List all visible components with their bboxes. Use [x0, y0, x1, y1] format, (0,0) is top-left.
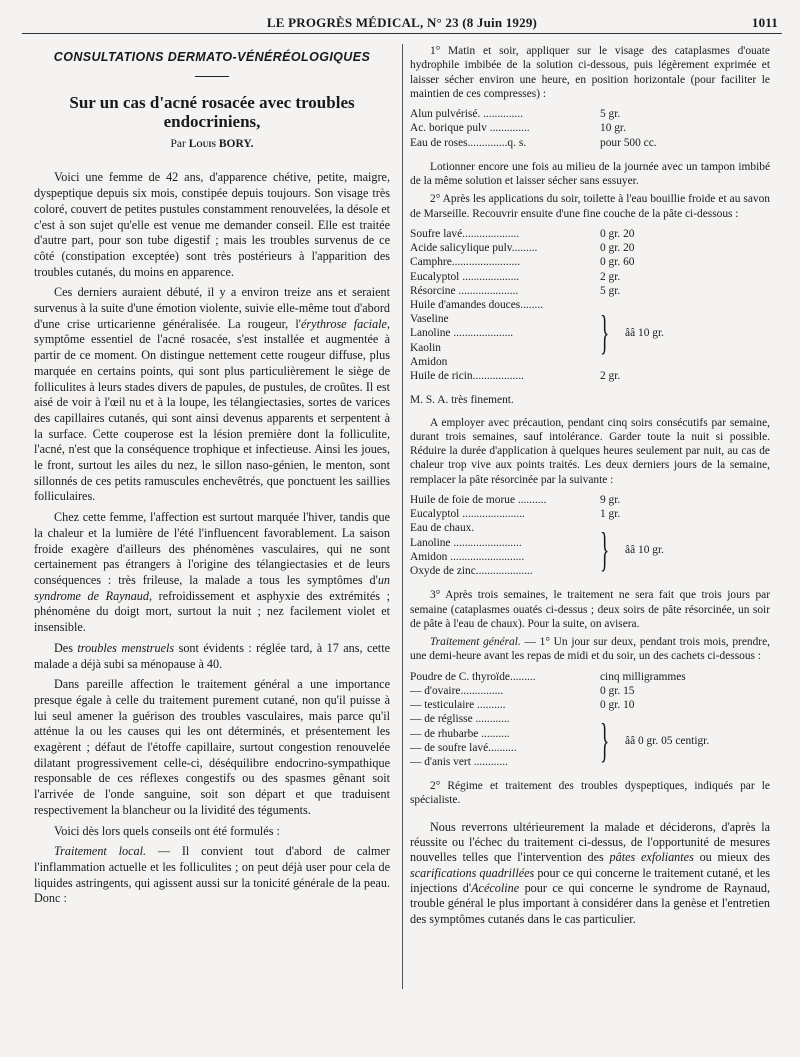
paragraph: Lotionner encore une fois au milieu de la journée avec un tampon imbibé de la même solution et laisser sécher sans essuyer.: [410, 160, 770, 188]
page-number: 1011: [751, 15, 778, 30]
formula-solution: [410, 107, 770, 150]
paragraph: Des troubles menstruels sont évidents : réglée tard, à 17 ans, cette malade a déjà subi sa ménopause à 40.: [34, 640, 390, 671]
formula-row: Acide salicylique pulv......... 0 gr. 20: [410, 242, 635, 255]
formula-row: Ac. borique pulv .............. 10 gr.: [410, 122, 626, 135]
paragraph: Traitement général. — 1° Un jour sur deux, pendant trois mois, prendre, une demi-heure avant les repas de midi et du soir, un des cachets ci-dessous :: [410, 636, 770, 663]
byline: [34, 137, 390, 153]
formula-row: Résorcine ..................... 5 gr.: [410, 284, 621, 297]
paragraph: 1° Matin et soir, appliquer sur le visage des cataplasmes d'ouate hydrophile imbibée de la solution ci-dessous, puis légèrement exprimée et laisser sécher environ une heure, en position horizontale (pour faciliter le maintien de ces compresses) :: [410, 45, 770, 100]
paragraph: Chez cette femme, l'affection est surtout marquée l'hiver, tandis que la chaleur et la lumière de l'été l'influencent favorablement. La saison froide exagère d'ailleurs des phénomènes vasculaires, qui ne sont certainement pas étrangers à l'origine des télangiectasies et de leurs conséquences : très frileuse, la malade a tous les symptômes d'un syndrome de Raynaud, refroidissement et asphyxie des extrémités ; phénomène du doigt mort, surtout la nuit ; nez facilement violet et insensible.: [34, 510, 390, 635]
left-column: [34, 44, 390, 912]
paragraph: Nous reverrons ultérieurement la malade et déciderons, d'après la réussite ou l'échec du traitement ci-dessus, de l'opportunité de mesures nouvelles telles que l'intervention des pâtes exfoliantes ou mieux des scarifications quadrillées pour ce qui concerne le traitement cutané, et les injections d'Acécoline pour ce qui concerne le syndrome de Raynaud, trouble général le plus important à considérer dans la genèse et l'entretien des symptômes cutanés dans le cas particulier.: [410, 819, 770, 926]
paragraph: 2° Régime et traitement des troubles dyspeptiques, indiqués par le spécialiste.: [410, 780, 770, 807]
paragraph: Ces derniers auraient débuté, il y a environ treize ans et seraient survenus à la suite d'une émotion violente, suivie elle-même tout d'abord d'une crise urticarienne généralisée. La rougeur, l'érythrose faciale, symptôme essentiel de l'acné rosacée, s'est installée et augmentée à partir de ce moment. On distingue nettement cette rougeur diffuse, plus marquée en certains points, qui sont plus particulièrement le siège de folliculites à leurs stades divers de papules, de pustules, de croûtes. Il est aisé de voir à l'œil nu et à la loupe, les télangiectasies, sortes de varices des capillaires cutanés, qui sont ainsi devenus apparents et serpentent à la surface. Cette couperose est la lésion première dont la folliculite, l'acné, n'est que la conséquence trophique et infectieuse. Ainsi les joues, le front, surtout les ailes du nez, le sillon naso-génien, le menton, sont sillonnés de ces petits ramuscules enchevêtrés, que ponctuent les saillies folliculaires.: [34, 285, 390, 504]
byline-prefix: Par: [170, 137, 186, 150]
formula-row: Eau de roses..............q. s. pour 500 cc.: [410, 136, 657, 149]
article-title: Sur un cas d'acné rosacée avec troubles endocriniens,: [69, 92, 355, 131]
formula-row: Alun pulvérisé. .............. 5 gr.: [410, 108, 621, 121]
formula-row: Camphre........................ 0 gr. 60: [410, 256, 635, 269]
paragraph: Voici dès lors quels conseils ont été formulés :: [54, 823, 280, 838]
formula-row: — d'ovaire............... 0 gr. 15: [410, 684, 635, 697]
paragraph: 3° Après trois semaines, le traitement ne sera fait que trois jours par semaine (cataplasmes ouatés ci-dessus ; deux soirs de pâte résorcinée, un soir de pâte à l'eau de chaux). Pour la suite, on avisera.: [410, 589, 770, 630]
brace-icon: }: [600, 713, 610, 767]
paragraph: Dans pareille affection le traitement général a une importance presque égale à celle du traitement purement cutané, non qu'il puisse à lui seul amener la guérison des troubles vasculaires, mais parce qu'il atténue la ou les causes qui les ont déterminés, et présentement les exagèrent ; défaut de l'étoffe capillaire, surtout congestion renouvelée dilatant progressivement celle-ci, déséquilibre endocrino-sympathique responsable de ces réflexes congestifs ou des spasmes gênant soit l'arrivée de l'onde sanguine, soit son départ et que traduisent respectivement la blancheur ou la lividité des téguments.: [34, 677, 390, 817]
header-rule: [22, 33, 782, 34]
column-divider: [402, 44, 403, 989]
paragraph: 2° Après les applications du soir, toilette à l'eau bouillie froide et au savon de Marseille. Recouvrir ensuite d'une fine couche de la pâte ci-dessous :: [410, 193, 770, 220]
paragraph: Voici une femme de 42 ans, d'apparence chétive, petite, maigre, dyspeptique depuis six mois, constipée depuis toujours. Son visage très coloré, couvert de petites pustules constamment renouvelées, la désole et c'est à son sujet qu'elle est venue me demander conseil. Elle est traitée d'autre part, pour son tube digestif ; mais les troubles survenus de ce côté (constipation exceptée) sont très postérieurs à l'apparition des troubles cutanés, du moins en apparence.: [34, 170, 390, 279]
formula-row: Eucalyptol ...................... 1 gr.: [410, 508, 621, 521]
formula-paste: [410, 227, 770, 383]
section-heading: CONSULTATIONS DERMATO-VÉNÉRÉOLOGIQUES: [53, 50, 371, 64]
formula-row: Huile de foie de morue .......... 9 gr.: [410, 494, 621, 506]
journal-title: LE PROGRÈS MÉDICAL, N° 23 (8 Juin 1929): [266, 15, 538, 30]
formula-row: Eucalyptol .................... 2 gr.: [410, 270, 621, 283]
formula-group: — de réglisse ............ — de rhubarbe .......... — de soufre lavé.......... — d'anis vert ............ } ââ 0 gr. 05 centigr.: [410, 713, 710, 768]
formula-group: Eau de chaux. Lanoline ........................ Amidon .......................... Oxyde de zinc.................... } ââ 10 gr.: [410, 522, 664, 578]
formula-alt-paste: [410, 493, 770, 578]
formula-group: Huile d'amandes douces........ Vaseline Lanoline ..................... Kaolin Amidon } ââ 10 gr.: [410, 299, 664, 368]
brace-icon: }: [600, 306, 610, 360]
formula-row: Poudre de C. thyroïde......... cinq milligrammes: [410, 670, 686, 683]
formula-row: Soufre lavé.................... 0 gr. 20: [410, 227, 635, 240]
formula-row: Huile de ricin.................. 2 gr.: [410, 370, 621, 383]
brace-icon: }: [600, 522, 610, 576]
author-name: Louis BORY.: [188, 137, 254, 150]
section-rule: [195, 76, 229, 77]
paragraph: A employer avec précaution, pendant cinq soirs consécutifs par semaine, durant trois semaines, sauf intolérance. Garder toute la nuit si possible. Réduire la durée d'application à quelques heures seulement par nuit, au cas de chaleur trop vive aux points traités. Les deux derniers jours de la semaine, remplacer la pâte résorcinée par la suivante :: [410, 416, 770, 486]
formula-instruction: M. S. A. très finement.: [410, 394, 514, 407]
paragraph: Traitement local. — Il convient tout d'abord de calmer l'inflammation actuelle et les folliculites ; on peut déjà user pour cela de liquides astringents, qui agissent aussi sur la tonicité générale de la peau. Donc :: [34, 844, 390, 906]
right-column: [410, 44, 770, 931]
formula-row: — testiculaire .......... 0 gr. 10: [410, 699, 635, 712]
formula-cachets: [410, 670, 770, 769]
